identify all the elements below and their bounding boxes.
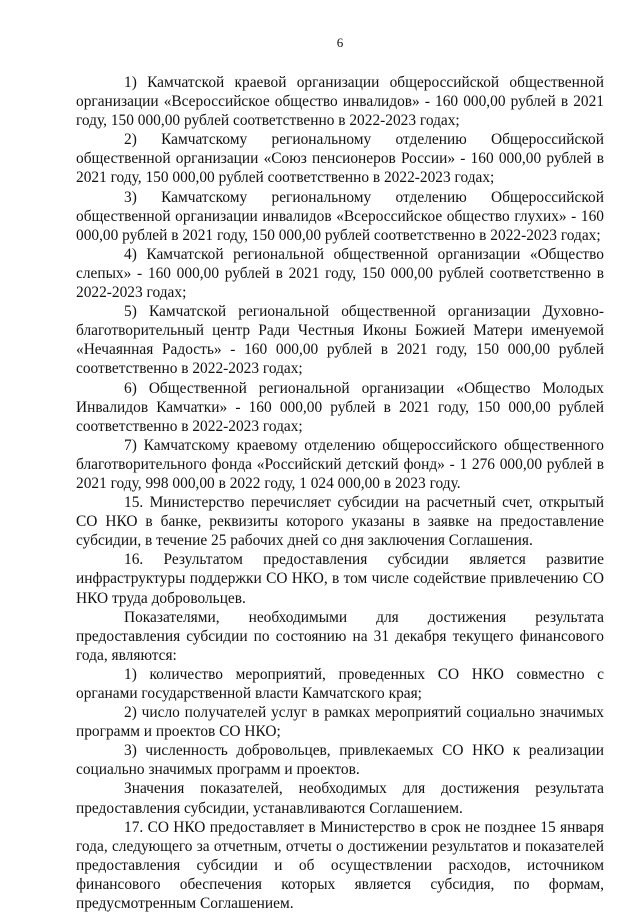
paragraph: 1) Камчатской краевой организации общероссийской общественной организации «Всероссийское общество инвалидов» - 160 000,00 рублей в 2021 году, 150 000,00 рублей соответственно в 2022-2023 годах; <box>76 74 604 130</box>
page-number: 6 <box>336 35 344 50</box>
paragraph: Значения показателей, необходимых для достижения результата предоставления субсидии, устанавливаются Соглашением. <box>76 780 604 817</box>
paragraph: 2) Камчатскому региональному отделению Общероссийской общественной организации «Союз пенсионеров России» - 160 000,00 рублей в 2021 году, 150 000,00 рублей соответственно в 2022-2023 годах; <box>76 131 604 187</box>
paragraph: 3) численность добровольцев, привлекаемых СО НКО к реализации социально значимых программ и проектов. <box>76 742 604 779</box>
paragraph: 1) количество мероприятий, проведенных СО НКО совместно с органами государственной власти Камчатского края; <box>76 665 604 702</box>
paragraph: 6) Общественной региональной организации «Общество Молодых Инвалидов Камчатки» - 160 000,00 рублей в 2021 году, 150 000,00 рублей соответственно в 2022-2023 годах; <box>76 379 604 435</box>
paragraph: 4) Камчатской региональной общественной организации «Общество слепых» - 160 000,00 рублей в 2021 году, 150 000,00 рублей соответственно в 2022-2023 годах; <box>76 245 604 302</box>
paragraph: Показателями, необходимыми для достижения результата предоставления субсидии по состоянию на 31 декабря текущего финансового года, являются: <box>76 608 604 664</box>
paragraph: 16. Результатом предоставления субсидии является развитие инфраструктуры поддержки СО НКО, в том числе содействие привлечению СО НКО труда добровольцев. <box>76 551 604 607</box>
paragraph: 3) Камчатскому региональному отделению Общероссийской общественной организации инвалидов «Всероссийское общество глухих» - 160 000,00 рублей в 2021 году, 150 000,00 рублей соответственно в 2022-2023 годах; <box>76 188 604 244</box>
paragraph: 7) Камчатскому краевому отделению общероссийского общественного благотворительного фонда «Российский детский фонд» - 1 276 000,00 рублей в 2021 году, 998 000,00 в 2022 году, 1 024 000,00 в 2023 году. <box>76 436 604 492</box>
paragraph: 17. СО НКО предоставляет в Министерство в срок не позднее 15 января года, следующего за отчетным, отчеты о достижении результатов и показателей предоставления субсидии и об осуществлении расходов, источником финансового обеспечения которых является субсидия, по формам, предусмотренным Соглашением. <box>76 818 604 913</box>
paragraph: 15. Министерство перечисляет субсидии на расчетный счет, открытый СО НКО в банке, реквизиты которого указаны в заявке на предоставление субсидии, в течение 25 рабочих дней со дня заключения Соглашения. <box>76 494 604 550</box>
paragraph: 2) число получателей услуг в рамках мероприятий социально значимых программ и проектов СО НКО; <box>76 704 604 741</box>
paragraph: 5) Камчатской региональной общественной организации Духовно-благотворительный центр Ради Честныя Иконы Божией Матери именуемой «Нечаянная Радость» - 160 000,00 рублей в 2021 году, 150 000,00 рублей соответственно в 2022-2023 годах; <box>76 303 604 378</box>
